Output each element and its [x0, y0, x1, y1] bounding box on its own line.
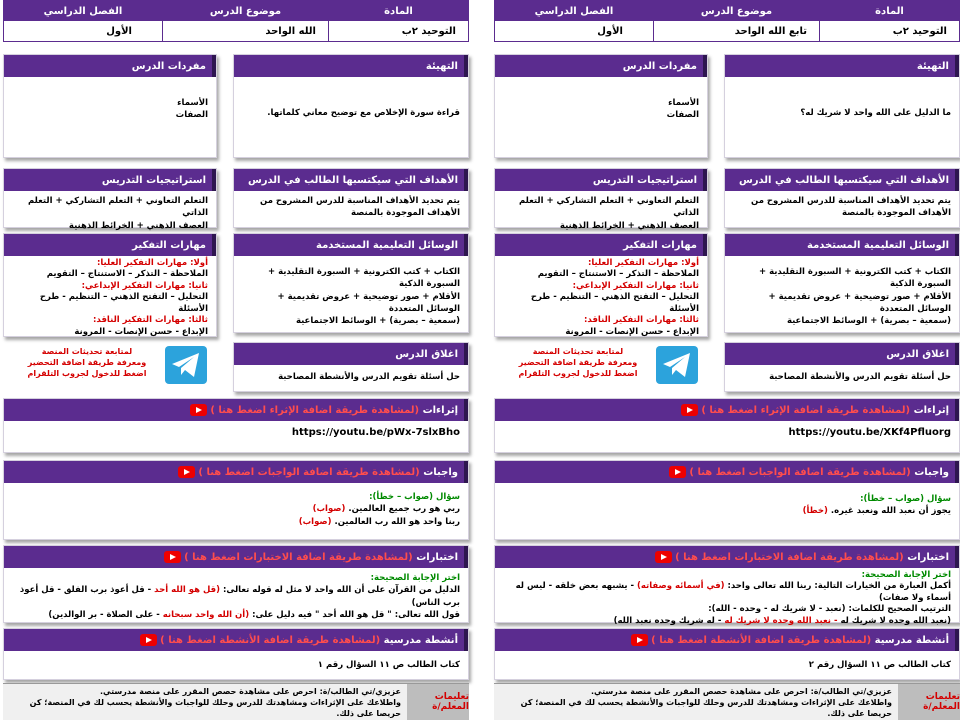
- topic-value: الله الواحد: [265, 25, 316, 37]
- homework-statement: ربنا واحد هو الله رب العالمين.: [334, 516, 460, 527]
- homework-title: واجبات: [423, 466, 458, 478]
- homework-statement: ربي هو رب جميع العالمين.: [348, 504, 460, 515]
- telegram-promo[interactable]: [17, 346, 157, 380]
- thinking-box: [494, 233, 708, 337]
- homework-answer: (صواب): [312, 504, 346, 515]
- homework-answer: (صواب): [298, 516, 332, 527]
- enrich-box: [494, 398, 960, 453]
- tests-title: اختبارات: [416, 551, 458, 563]
- enrich-howto-link[interactable]: (لمشاهدة طريقة اضافة الإثراء اضغط هنا ): [701, 404, 911, 416]
- tests-howto-link[interactable]: (لمشاهدة طريقة اضافة الاختبارات اضغط هنا ): [184, 551, 413, 563]
- thinking-title: مهارات التفكير: [4, 234, 216, 256]
- goals-box: [724, 168, 960, 228]
- topic-value: تابع الله الواحد: [734, 25, 807, 37]
- enrich-box: [3, 398, 469, 453]
- promo-line: لمتابعة تحديثات المنصة: [41, 347, 133, 356]
- enrich-title: إثراءات: [913, 404, 949, 416]
- promo-line: اضغط للدخول لجروب التلقرام: [518, 369, 638, 379]
- teacher-notes: [494, 683, 960, 720]
- teacher-notes-line: عزيزي/تي الطالب/ة: احرص على مشاهدة حصص المقرر على منصة مدرستي.: [100, 687, 401, 696]
- thinking-line: الإبداع - حسن الإنصات - المرونة: [74, 326, 208, 337]
- thinking-line: التحليل – التفتح الذهني – التنظيم - طرح الأسئلة: [39, 292, 208, 314]
- tests-instruction: اختر الإجابة الصحيحة:: [370, 573, 460, 583]
- goals-box: [233, 168, 469, 228]
- thinking-line: الملاحظة – التذكر – الاستنتاج – التقويم: [537, 269, 699, 280]
- tests-instruction: اختر الإجابة الصحيحة:: [861, 570, 951, 580]
- tools-box: [724, 233, 960, 333]
- lesson-plan-page-1: [494, 0, 960, 720]
- youtube-icon[interactable]: [681, 404, 698, 416]
- homework-box: [3, 460, 469, 540]
- lesson-plan-page-2: [3, 0, 469, 720]
- youtube-icon[interactable]: [655, 551, 672, 563]
- semester-label: الفصل الدراسي: [495, 1, 653, 21]
- enrich-title: إثراءات: [422, 404, 458, 416]
- strategies-title: استراتيجيات التدريس: [4, 169, 216, 191]
- youtube-icon[interactable]: [669, 466, 686, 478]
- test-options: (نعبد الله وحده لا شريك له: [840, 615, 951, 626]
- vocab-box: [3, 54, 217, 158]
- test-answer: (أن الله واحد سبحانه: [162, 609, 250, 620]
- thinking-heading: أولا: مهارات التفكير العليا:: [587, 258, 699, 268]
- thinking-heading: ثالثا: مهارات التفكير الناقد:: [93, 315, 208, 326]
- thinking-line: الإبداع - حسن الإنصات - المرونة: [565, 326, 699, 337]
- thinking-box: [3, 233, 217, 337]
- strategies-box: [494, 168, 708, 231]
- tools-line: الأقلام + صور توضيحية + عروض تقديمية + الوسائل المتعددة: [768, 291, 951, 314]
- subject-label: المادة: [820, 1, 959, 21]
- vocab-item: الأسماء: [177, 98, 208, 108]
- header-table: [3, 0, 469, 42]
- thinking-line: التحليل – التفتح الذهني – التنظيم - طرح الأسئلة: [530, 292, 699, 314]
- tests-title: اختبارات: [907, 551, 949, 563]
- activities-title: أنشطة مدرسية: [383, 634, 458, 646]
- vocab-title: مفردات الدرس: [495, 55, 707, 77]
- test-question: الدليل من القرآن على أن الله واحد لا مثل له قوله تعالى:: [222, 585, 460, 596]
- header-table: [494, 0, 960, 42]
- intro-text: ما الدليل على الله واحد لا شريك له؟: [800, 108, 951, 118]
- vocab-item: الأسماء: [668, 98, 699, 108]
- closing-title: اغلاق الدرس: [725, 343, 959, 365]
- test-answer: (في أسمائه وصفاته): [637, 581, 725, 592]
- closing-box: [724, 342, 960, 392]
- closing-title: اغلاق الدرس: [234, 343, 468, 365]
- activities-text: كتاب الطالب ص ١١ السؤال رقم ٢: [808, 660, 951, 670]
- strategies-line: العصف الذهني + الخرائط الذهنية: [68, 220, 208, 231]
- subject-value: التوحيد ٢ب: [401, 25, 456, 37]
- thinking-title: مهارات التفكير: [495, 234, 707, 256]
- goals-title: الأهداف التي سيكتسبها الطالب في الدرس: [725, 169, 959, 191]
- test-answer: (قل هو الله أحد: [154, 585, 220, 596]
- enrich-url[interactable]: https://youtu.be/XKf4Pfluorg: [788, 427, 951, 438]
- thinking-heading: ثالثا: مهارات التفكير الناقد:: [584, 315, 699, 326]
- tools-line: الكتاب + كتب الكترونية + السبورة التقليدية + السبورة الذكية: [758, 267, 951, 290]
- test-question: الترتيب الصحيح للكلمات: (نعبد - لا شريك له - وحده - الله):: [708, 604, 951, 615]
- youtube-icon[interactable]: [178, 466, 195, 478]
- topic-label: موضوع الدرس: [163, 1, 328, 21]
- teacher-notes-line: واطلاعك على الإثراءات ومشاهدتك للدرس وحلك للواجبات والأنشطة يحسب لك في المنصة؛ كن حريصا على ذلك.: [29, 697, 401, 718]
- teacher-notes-label: تعليمات المعلم/ة: [407, 684, 469, 720]
- activities-box: [3, 628, 469, 680]
- telegram-icon[interactable]: [165, 346, 207, 384]
- vocab-item: الصفات: [175, 110, 208, 121]
- youtube-icon[interactable]: [190, 404, 207, 416]
- promo-line: لمتابعة تحديثات المنصة: [532, 347, 624, 356]
- promo-line: ومعرفة طريقة اضافة التحضير: [518, 358, 638, 368]
- semester-value: الأول: [597, 25, 623, 37]
- thinking-heading: أولا: مهارات التفكير العليا:: [96, 258, 208, 268]
- semester-value: الأول: [106, 25, 132, 37]
- strategies-line: التعلم التعاوني + التعلم التشاركي + التعلم الذاتي: [518, 196, 699, 219]
- intro-title: التهيئة: [234, 55, 468, 77]
- strategies-title: استراتيجيات التدريس: [495, 169, 707, 191]
- strategies-box: [3, 168, 217, 231]
- thinking-heading: ثانيا: مهارات التفكير الإبداعي:: [572, 280, 699, 291]
- subject-label: المادة: [329, 1, 468, 21]
- homework-question-type: سؤال (صواب – خطأ):: [860, 494, 951, 504]
- tools-line: الأقلام + صور توضيحية + عروض تقديمية + الوسائل المتعددة: [277, 291, 460, 314]
- teacher-notes-line: واطلاعك على الإثراءات ومشاهدتك للدرس وحلك للواجبات والأنشطة يحسب لك في المنصة؛ كن حريصا على ذلك.: [520, 697, 892, 718]
- homework-answer: (خطأ): [802, 506, 828, 517]
- enrich-url[interactable]: https://youtu.be/pWx-7slxBho: [291, 427, 460, 438]
- thinking-line: الملاحظة – التذكر – الاستنتاج – التقويم: [46, 269, 208, 280]
- vocab-box: [494, 54, 708, 158]
- telegram-promo[interactable]: [508, 346, 648, 380]
- youtube-icon[interactable]: [140, 634, 157, 646]
- tests-howto-link[interactable]: (لمشاهدة طريقة اضافة الاختبارات اضغط هنا ): [675, 551, 904, 563]
- goals-title: الأهداف التي سيكتسبها الطالب في الدرس: [234, 169, 468, 191]
- teacher-notes-label: تعليمات المعلم/ة: [898, 684, 960, 720]
- promo-line: ومعرفة طريقة اضافة التحضير: [27, 358, 147, 368]
- activities-title: أنشطة مدرسية: [874, 634, 949, 646]
- enrich-howto-link[interactable]: (لمشاهدة طريقة اضافة الإثراء اضغط هنا ): [210, 404, 420, 416]
- activities-box: [494, 628, 960, 680]
- tools-title: الوسائل التعليمية المستخدمة: [725, 234, 959, 256]
- test-question: قول الله تعالى: " قل هو الله أحد " فيه دليل على:: [252, 609, 460, 620]
- activities-howto-link[interactable]: (لمشاهدة طريقة اضافة الأنشطة اضغط هنا ): [160, 634, 381, 646]
- tools-title: الوسائل التعليمية المستخدمة: [234, 234, 468, 256]
- topic-label: موضوع الدرس: [654, 1, 819, 21]
- homework-box: [494, 460, 960, 540]
- subject-value: التوحيد ٢ب: [892, 25, 947, 37]
- homework-howto-link[interactable]: (لمشاهدة طريقة اضافة الواجبات اضغط هنا ): [689, 466, 911, 478]
- strategies-line: العصف الذهني + الخرائط الذهنية: [559, 220, 699, 231]
- goals-text: يتم تحديد الأهداف المناسبة للدرس المشروح من الأهداف الموجودة بالمنصة: [260, 196, 460, 219]
- test-question: أكمل العبارة من الخيارات التالية: ربنا الله تعالى واحد:: [727, 581, 951, 592]
- goals-text: يتم تحديد الأهداف المناسبة للدرس المشروح من الأهداف الموجودة بالمنصة: [751, 196, 951, 219]
- homework-statement: يجوز أن نعبد الله ونعبد غيره.: [830, 506, 951, 517]
- thinking-heading: ثانيا: مهارات التفكير الإبداعي:: [81, 280, 208, 291]
- youtube-icon[interactable]: [631, 634, 648, 646]
- homework-howto-link[interactable]: (لمشاهدة طريقة اضافة الواجبات اضغط هنا ): [198, 466, 420, 478]
- teacher-notes: [3, 683, 469, 720]
- intro-text: قراءة سورة الإخلاص مع توضيح معاني كلماتها.: [267, 108, 460, 118]
- closing-box: [233, 342, 469, 392]
- tools-line: (سمعية – بصرية) + الوسائط الاجتماعية: [295, 316, 460, 327]
- vocab-title: مفردات الدرس: [4, 55, 216, 77]
- youtube-icon[interactable]: [164, 551, 181, 563]
- vocab-item: الصفات: [666, 110, 699, 121]
- activities-text: كتاب الطالب ص ١١ السؤال رقم ١: [317, 660, 460, 670]
- test-options: - يشبهه بعض خلقه - ليس له أسماء ولا صفات): [515, 581, 951, 603]
- activities-howto-link[interactable]: (لمشاهدة طريقة اضافة الأنشطة اضغط هنا ): [651, 634, 872, 646]
- test-options: - له شريك وحده نعبد الله): [613, 615, 722, 626]
- tests-box: [3, 545, 469, 623]
- homework-question-type: سؤال (صواب – خطأ):: [369, 492, 460, 502]
- intro-title: التهيئة: [725, 55, 959, 77]
- intro-box: [233, 54, 469, 158]
- intro-box: [724, 54, 960, 158]
- closing-text: حل أسئلة تقويم الدرس والأنشطة المصاحبة: [769, 372, 951, 382]
- closing-text: حل أسئلة تقويم الدرس والأنشطة المصاحبة: [278, 372, 460, 382]
- tools-box: [233, 233, 469, 333]
- semester-label: الفصل الدراسي: [4, 1, 162, 21]
- telegram-icon[interactable]: [656, 346, 698, 384]
- tools-line: الكتاب + كتب الكترونية + السبورة التقليدية + السبورة الذكية: [267, 267, 460, 290]
- test-options: - قل أعوذ برب الفلق - قل أعوذ برب الناس): [19, 585, 460, 608]
- teacher-notes-line: عزيزي/تي الطالب/ة: احرص على مشاهدة حصص المقرر على منصة مدرستي.: [591, 687, 892, 696]
- test-options: - على الصلاة - بر الوالدين): [48, 609, 160, 620]
- test-answer: - نعبد الله وحده لا شريك له: [724, 615, 838, 626]
- promo-line: اضغط للدخول لجروب التلقرام: [27, 369, 147, 379]
- tools-line: (سمعية – بصرية) + الوسائط الاجتماعية: [786, 316, 951, 327]
- homework-title: واجبات: [914, 466, 949, 478]
- strategies-line: التعلم التعاوني + التعلم التشاركي + التعلم الذاتي: [27, 196, 208, 219]
- tests-box: [494, 545, 960, 626]
